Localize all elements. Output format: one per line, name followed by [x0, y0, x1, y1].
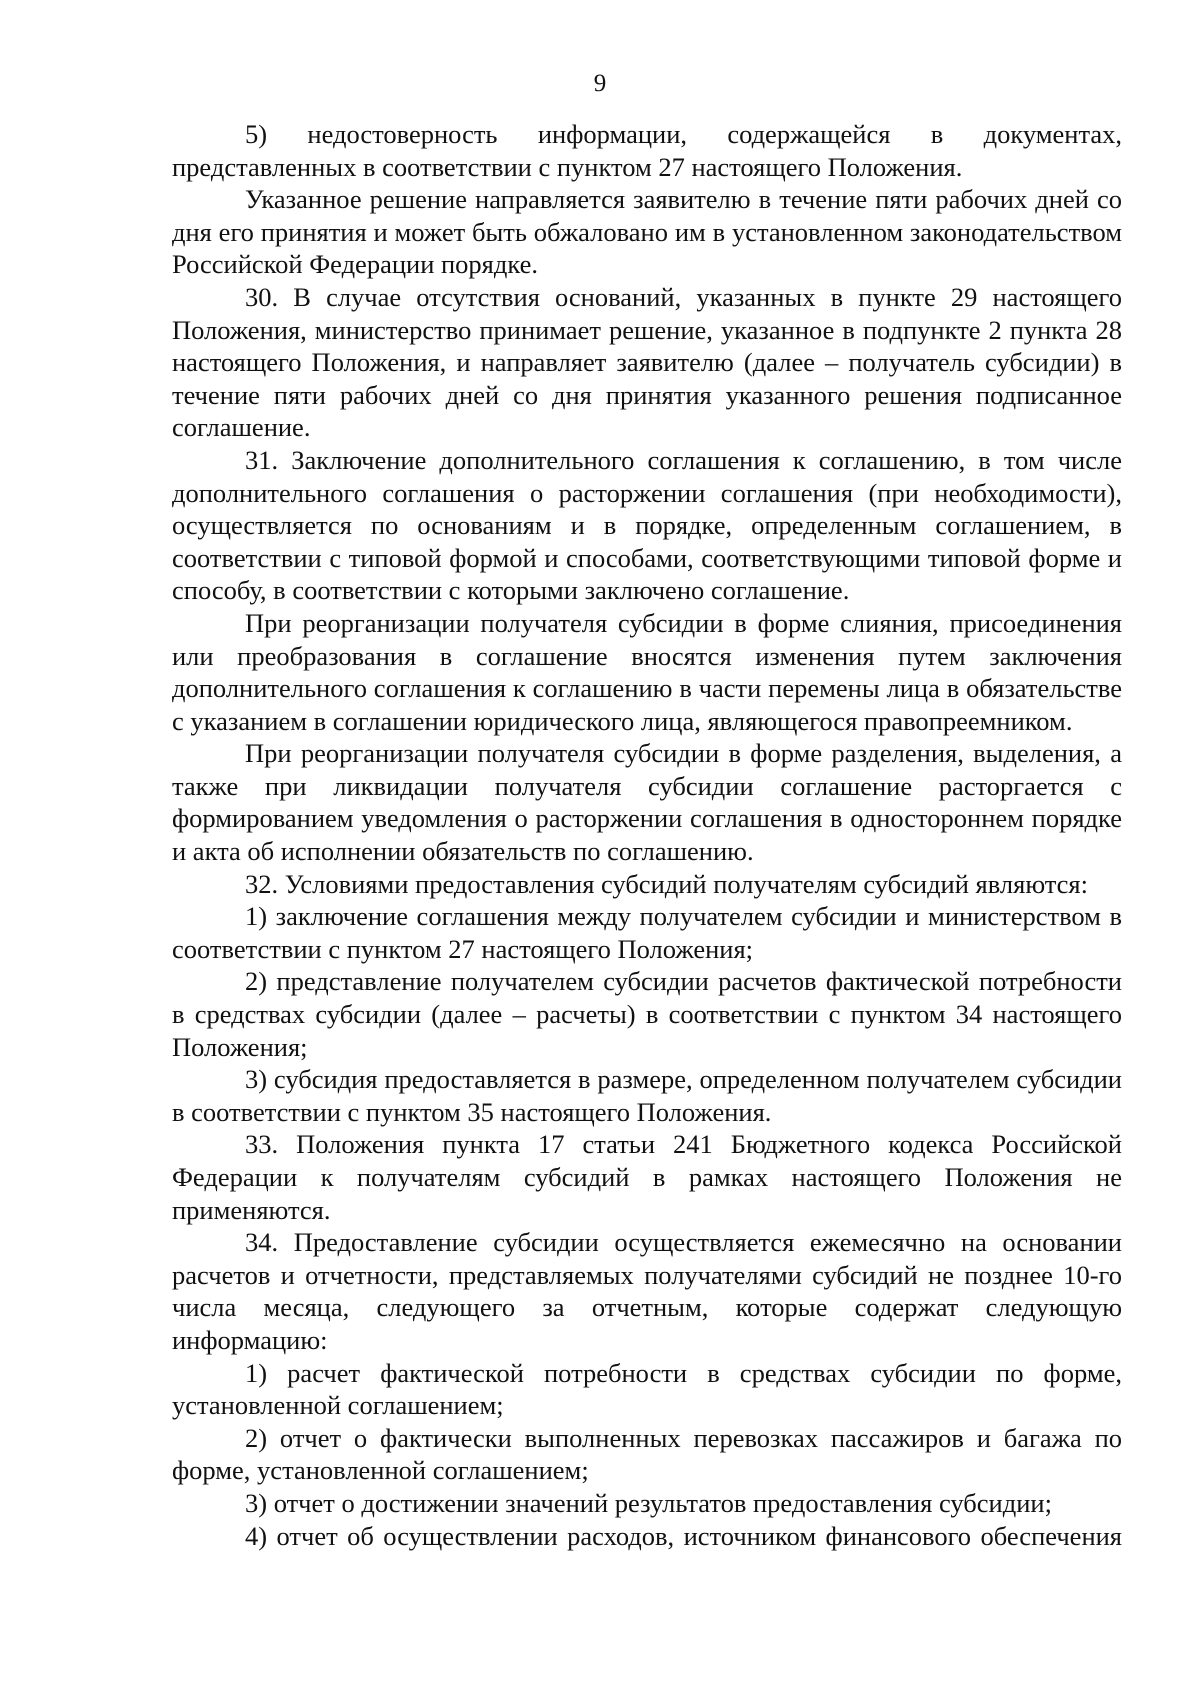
paragraph-33: 33. Положения пункта 17 статьи 241 Бюджетного кодекса Российской Федерации к получателям субсидий в рамках настоящего Положения не применяются.: [172, 1129, 1122, 1225]
paragraph-32-item-1: 1) заключение соглашения между получателем субсидии и министерством в соответствии с пунктом 27 настоящего Положения;: [172, 901, 1122, 964]
paragraph-32-item-3: 3) субсидия предоставляется в размере, определенном получателем субсидии в соответствии с пунктом 35 настоящего Положения.: [172, 1064, 1122, 1127]
paragraph-reorganization-merger: При реорганизации получателя субсидии в форме слияния, присоединения или преобразования в соглашение вносятся изменения путем заключения дополнительного соглашения к соглашению в части перемены лица в обязательстве с указанием в соглашении юридического лица, являющегося правопреемником.: [172, 607, 1122, 736]
paragraph-34: 34. Предоставление субсидии осуществляется ежемесячно на основании расчетов и отчетности, представляемых получателями субсидий не позднее 10-го числа месяца, следующего за отчетным, которые содержат следующую информацию:: [172, 1227, 1122, 1355]
paragraph-reorganization-division: При реорганизации получателя субсидии в форме разделения, выделения, а также при ликвидации получателя субсидии соглашение расторгается с формированием уведомления о расторжении соглашения в одностороннем порядке и акта об исполнении обязательств по соглашению.: [172, 738, 1122, 867]
paragraph-30: 30. В случае отсутствия оснований, указанных в пункте 29 настоящего Положения, министерство принимает решение, указанное в подпункте 2 пункта 28 настоящего Положения, и направляет заявителю (далее – получатель субсидии) в течение пяти рабочих дней со дня принятия указанного решения подписанное соглашение.: [172, 281, 1122, 443]
paragraph-31: 31. Заключение дополнительного соглашения к соглашению, в том числе дополнительного соглашения о расторжении соглашения (при необходимости), осуществляется по основаниям и в порядке, определенным соглашением, в соответствии с типовой формой и способами, соответствующими типовой форме и способу, в соответствии с которыми заключено соглашение.: [172, 444, 1122, 606]
paragraph-34-item-4: 4) отчет об осуществлении расходов, источником финансового обеспечения: [245, 1520, 1122, 1551]
page-number: 9: [593, 70, 607, 97]
paragraph-32: 32. Условиями предоставления субсидий получателям субсидий являются:: [245, 868, 1088, 899]
paragraph-32-item-2: 2) представление получателем субсидии расчетов фактической потребности в средствах субсидии (далее – расчеты) в соответствии с пунктом 34 настоящего Положения;: [172, 966, 1122, 1062]
document-body: [172, 118, 1122, 1552]
paragraph-item-5: 5) недостоверность информации, содержащейся в документах, представленных в соответствии с пунктом 27 настоящего Положения.: [172, 119, 1122, 182]
paragraph-34-item-3: 3) отчет о достижении значений результатов предоставления субсидии;: [245, 1487, 1052, 1518]
paragraph-decision-notice: Указанное решение направляется заявителю в течение пяти рабочих дней со дня его принятия и может быть обжаловано им в установленном законодательством Российской Федерации порядке.: [172, 184, 1122, 280]
paragraph-34-item-2: 2) отчет о фактически выполненных перевозках пассажиров и багажа по форме, установленной соглашением;: [172, 1422, 1122, 1486]
paragraph-34-item-1: 1) расчет фактической потребности в средствах субсидии по форме, установленной соглашением;: [172, 1357, 1122, 1421]
